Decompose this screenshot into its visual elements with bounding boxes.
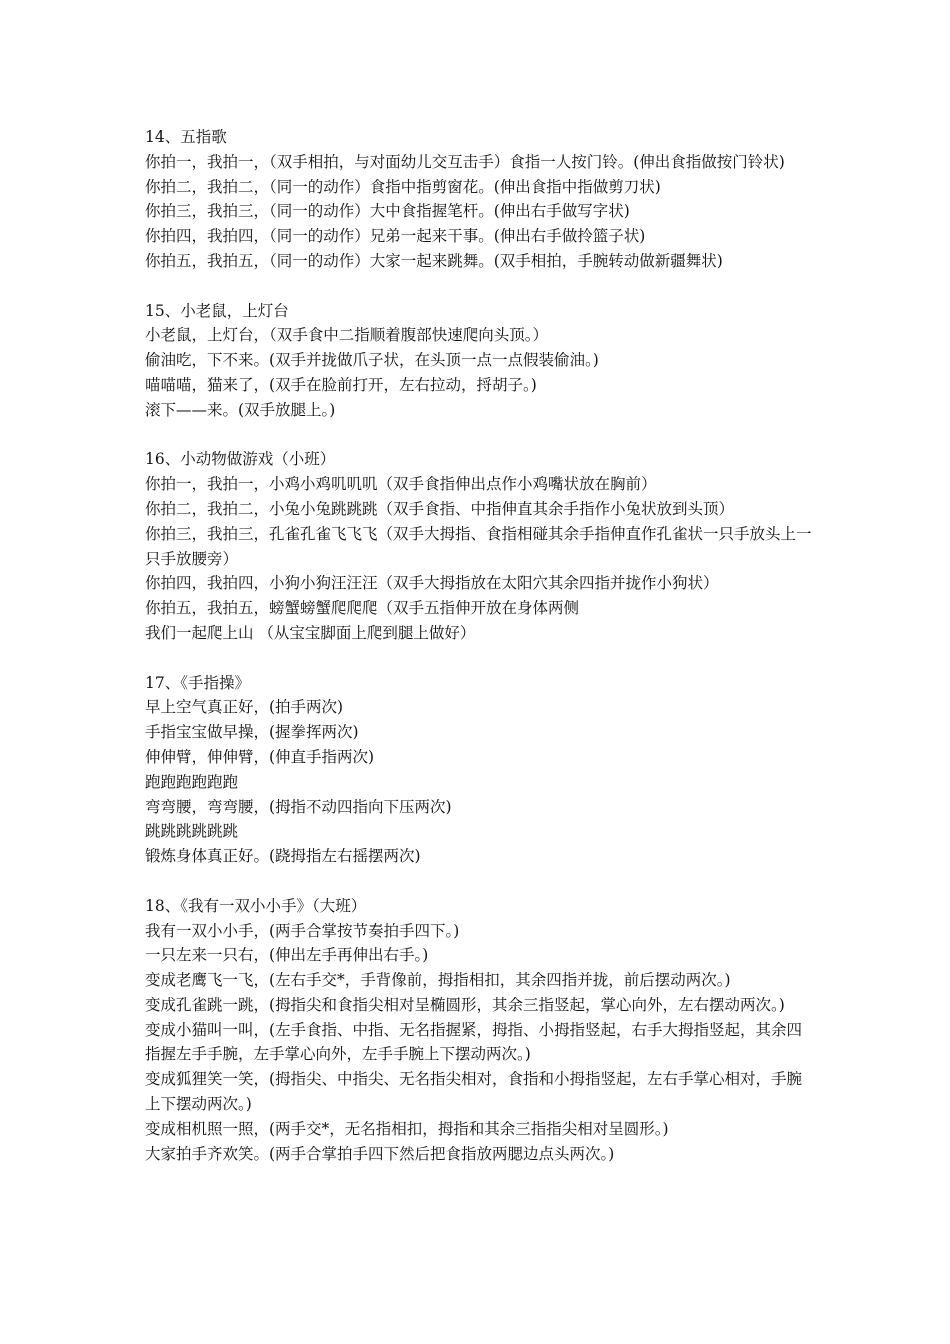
- text-line: 跳跳跳跳跳跳: [145, 822, 239, 841]
- text-line: 变成相机照一照，(两手交*，无名指相扣，拇指和其余三指指尖相对呈圆形。): [145, 1119, 669, 1138]
- section-title: 14、五指歌: [145, 128, 227, 146]
- text-line: 一只左来一只右，(伸出左手再伸出右手。): [145, 946, 429, 965]
- text-line: 你拍四，我拍四，（同一的动作）兄弟一起来干事。(伸出右手做拎篮子状): [145, 227, 646, 246]
- text-line: 滚下——来。(双手放腿上。): [145, 400, 336, 419]
- text-line: 我有一双小小手，(两手合掌按节奏拍手四下。): [145, 921, 460, 940]
- text-line: 你拍五，我拍五，（同一的动作）大家一起来跳舞。(双手相拍，手腕转动做新疆舞状): [145, 251, 723, 270]
- text-line: 弯弯腰，弯弯腰，(拇指不动四指向下压两次): [145, 797, 452, 816]
- text-line: 你拍五，我拍五，螃蟹螃蟹爬爬爬（双手五指伸开放在身体两侧: [145, 599, 580, 618]
- section-title: 17、《手指操》: [145, 673, 250, 692]
- text-line: 你拍一，我拍一，（双手相拍，与对面幼儿交互击手）食指一人按门铃。(伸出食指做按门铃状): [145, 152, 785, 171]
- document-body: [145, 125, 813, 1166]
- text-line: 你拍二，我拍二，（同一的动作）食指中指剪窗花。(伸出食指中指做剪刀状): [145, 177, 661, 196]
- text-line: 伸伸臂，伸伸臂，(伸直手指两次): [145, 747, 375, 766]
- text-line: 你拍三，我拍三，（同一的动作）大中食指握笔杆。(伸出右手做写字状): [145, 202, 630, 221]
- text-line: 手指宝宝做早操，(握拳挥两次): [145, 723, 359, 742]
- text-line: 锻炼身体真正好。(跷拇指左右摇摆两次): [145, 847, 421, 866]
- section-animal-games: [145, 447, 813, 645]
- section-title: 18、《我有一双小小手》（大班）: [145, 896, 367, 915]
- section-title: 15、小老鼠，上灯台: [145, 301, 289, 320]
- section-little-mouse: [145, 299, 813, 423]
- text-line: 变成孔雀跳一跳，(拇指尖和食指尖相对呈椭圆形，其余三指竖起，掌心向外，左右摆动两次。): [145, 995, 785, 1014]
- text-line: 小老鼠，上灯台，（双手食中二指顺着腹部快速爬向头顶。）: [145, 326, 549, 345]
- text-line: 大家拍手齐欢笑。(两手合掌拍手四下然后把食指放两腮边点头两次。): [145, 1144, 615, 1163]
- text-line: 变成老鹰飞一飞，(左右手交*，手背像前，拇指相扣，其余四指并拢，前后摆动两次。): [145, 971, 731, 990]
- text-line: 你拍一，我拍一，小鸡小鸡叽叽叽（双手食指伸出点作小鸡嘴状放在胸前）: [145, 475, 657, 494]
- text-line: 我们一起爬上山 （从宝宝脚面上爬到腿上做好）: [145, 623, 476, 642]
- section-title: 16、小动物做游戏（小班）: [145, 450, 336, 469]
- text-line: 早上空气真正好，(拍手两次): [145, 698, 344, 717]
- section-little-hands: [145, 894, 813, 1167]
- text-line: 变成小猫叫一叫，(左手食指、中指、无名指握紧，拇指、小拇指竖起，右手大拇指竖起，其余四指握左手手腕，左手掌心向外，左手手腕上下摆动两次。): [145, 1020, 803, 1064]
- section-five-finger-song: [145, 125, 813, 274]
- text-line: 偷油吃，下不来。(双手并拢做爪子状，在头顶一点一点假装偷油。): [145, 351, 599, 370]
- text-line: 你拍三，我拍三，孔雀孔雀飞飞飞（双手大拇指、食指相碰其余手指伸直作孔雀状一只手放头上一只手放腰旁）: [145, 524, 812, 568]
- text-line: 喵喵喵，猫来了，(双手在脸前打开，左右拉动，捋胡子。): [145, 375, 537, 394]
- section-finger-exercise: [145, 671, 813, 869]
- text-line: 跑跑跑跑跑跑: [145, 772, 239, 791]
- text-line: 你拍二，我拍二，小兔小兔跳跳跳（双手食指、中指伸直其余手指作小兔状放到头顶）: [145, 499, 735, 518]
- text-line: 你拍四，我拍四，小狗小狗汪汪汪（双手大拇指放在太阳穴其余四指并拢作小狗状）: [145, 574, 719, 593]
- text-line: 变成狐狸笑一笑，(拇指尖、中指尖、无名指尖相对，食指和小拇指竖起，左右手掌心相对，手腕上下摆动两次。): [145, 1070, 803, 1114]
